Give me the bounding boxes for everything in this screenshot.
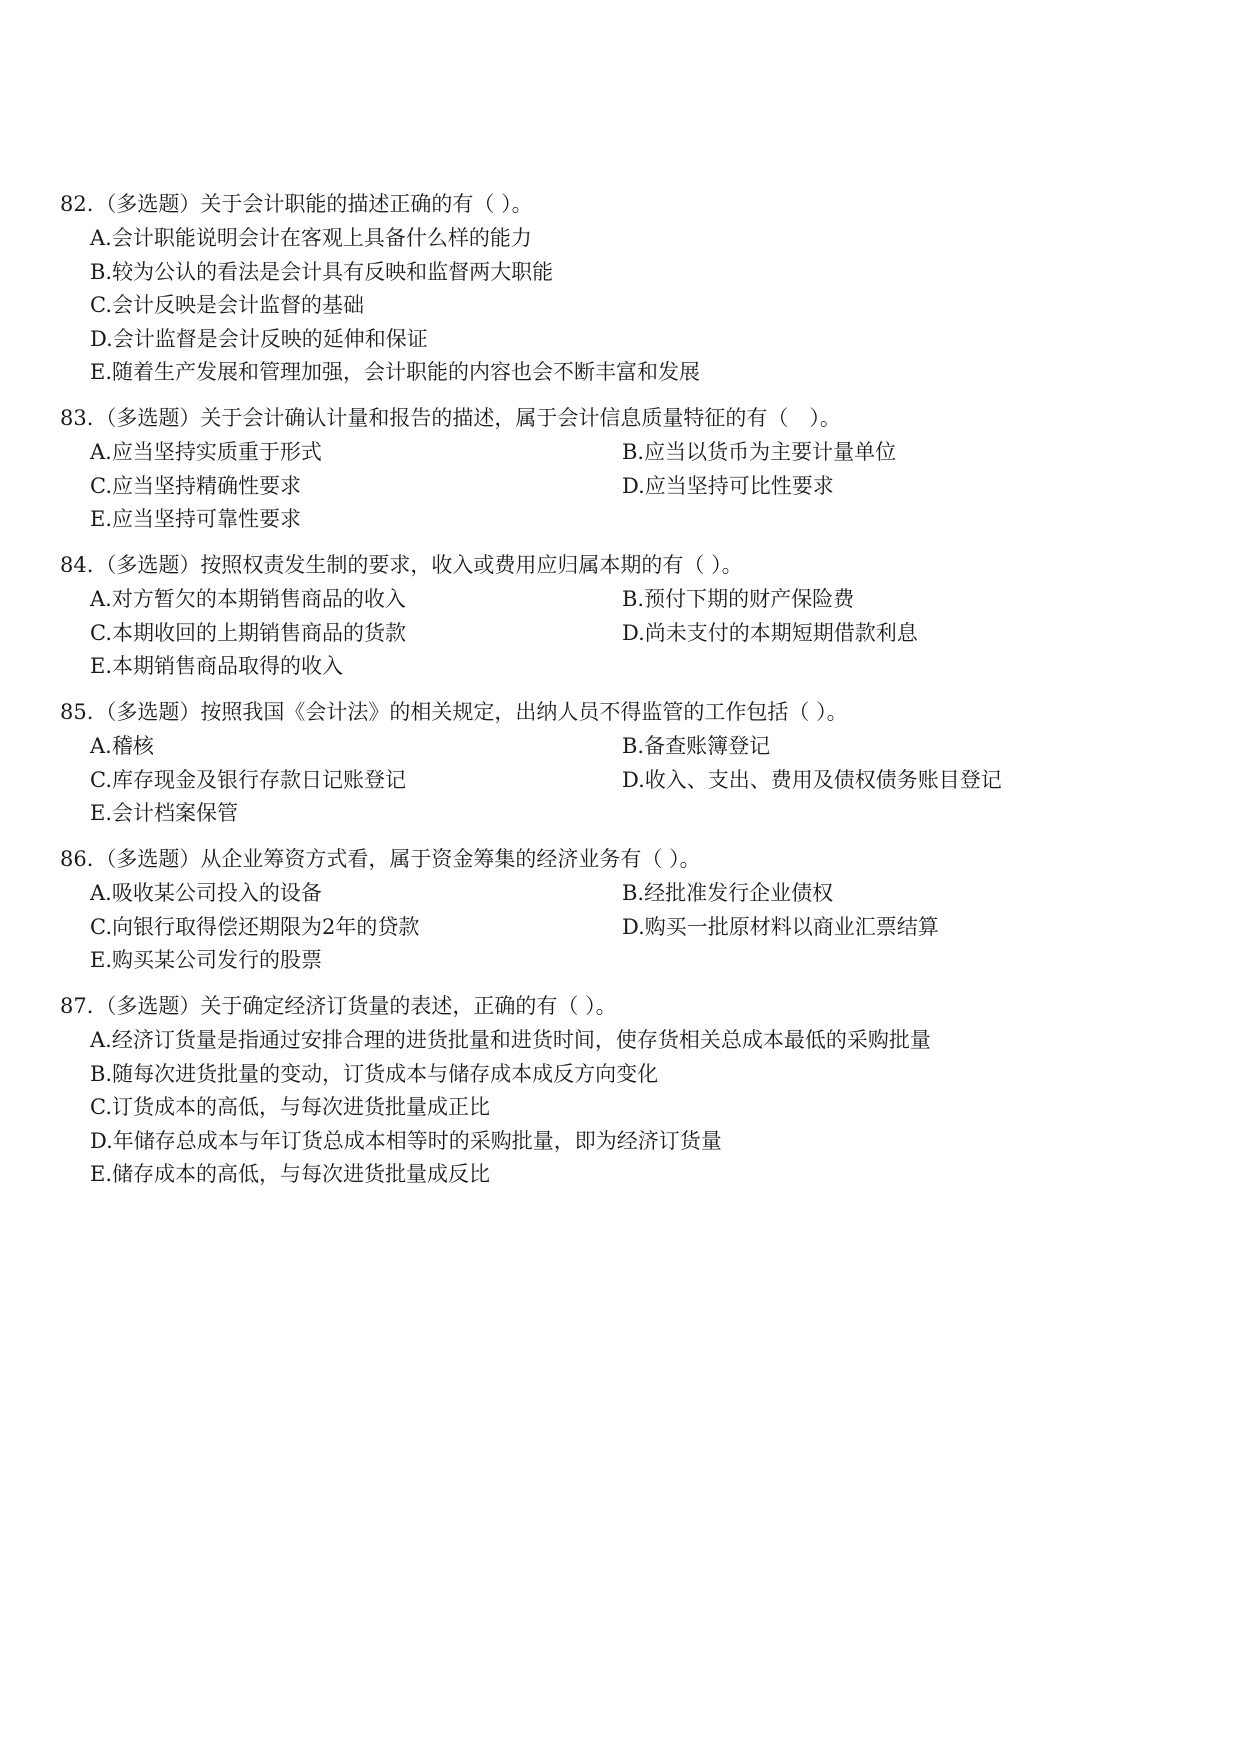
option-a: A.吸收某公司投入的设备: [90, 881, 322, 905]
option-a: A.应当坚持实质重于形式: [90, 440, 322, 464]
question-85: [60, 698, 1180, 833]
question-stem: 关于会计确认计量和报告的描述，属于会计信息质量特征的有（ ）。: [200, 406, 841, 430]
question-title: [60, 551, 1180, 585]
option-d: D.尚未支付的本期短期借款利息: [622, 620, 918, 645]
option-c: C.订货成本的高低，与每次进货批量成正比: [90, 1095, 490, 1120]
option-e: E.本期销售商品取得的收入: [90, 654, 344, 679]
question-number: 85.: [60, 700, 94, 724]
option-a: A.经济订货量是指通过安排合理的进货批量和进货时间，使存货相关总成本最低的采购批量: [90, 1028, 931, 1052]
question-title: [60, 992, 1180, 1026]
question-type: （多选题）: [95, 700, 201, 724]
question-stem: 按照我国《会计法》的相关规定，出纳人员不得监管的工作包括（ ）。: [200, 700, 848, 724]
option-b: B.预付下期的财产保险费: [622, 587, 855, 611]
option-list: [60, 224, 1180, 392]
question-type: （多选题）: [95, 406, 201, 430]
option-c: C.本期收回的上期销售商品的货款: [90, 620, 406, 645]
option-c: C.库存现金及银行存款日记账登记: [90, 767, 406, 792]
question-83: [60, 404, 1180, 539]
question-title: [60, 698, 1180, 732]
question-number: 83.: [60, 406, 94, 430]
option-e: E.应当坚持可靠性要求: [90, 507, 302, 532]
option-e: E.购买某公司发行的股票: [90, 948, 323, 973]
option-c: C.应当坚持精确性要求: [90, 473, 301, 498]
option-c: C.会计反映是会计监督的基础: [90, 293, 364, 318]
question-type: （多选题）: [95, 553, 201, 577]
option-b: B.经批准发行企业债权: [622, 881, 834, 905]
option-a: A.会计职能说明会计在客观上具备什么样的能力: [90, 226, 532, 250]
question-title: [60, 845, 1180, 879]
option-list: [60, 585, 1180, 686]
question-type: （多选题）: [95, 192, 201, 216]
option-d: D.年储存总成本与年订货总成本相等时的采购批量，即为经济订货量: [90, 1128, 722, 1153]
question-82: [60, 190, 1180, 392]
option-d: D.应当坚持可比性要求: [622, 473, 834, 498]
question-number: 82.: [60, 192, 94, 216]
question-type: （多选题）: [95, 994, 201, 1018]
question-number: 86.: [60, 847, 94, 871]
question-stem: 关于确定经济订货量的表述，正确的有（ ）。: [200, 994, 617, 1018]
option-list: [60, 732, 1180, 833]
question-87: [60, 992, 1180, 1194]
option-d: D.收入、支出、费用及债权债务账目登记: [622, 767, 1002, 792]
question-84: [60, 551, 1180, 686]
question-stem: 按照权责发生制的要求，收入或费用应归属本期的有（ ）。: [200, 553, 743, 577]
question-title: [60, 190, 1180, 224]
option-list: [60, 1026, 1180, 1194]
option-a: A.对方暂欠的本期销售商品的收入: [90, 587, 406, 611]
question-stem: 从企业筹资方式看，属于资金筹集的经济业务有（ ）。: [200, 847, 701, 871]
option-e: E.随着生产发展和管理加强，会计职能的内容也会不断丰富和发展: [90, 360, 701, 385]
option-b: B.备查账簿登记: [622, 734, 771, 758]
option-b: B.应当以货币为主要计量单位: [622, 440, 897, 464]
option-b: B.随每次进货批量的变动，订货成本与储存成本成反方向变化: [90, 1061, 659, 1086]
option-d: D.会计监督是会计反映的延伸和保证: [90, 326, 428, 351]
question-number: 84.: [60, 553, 94, 577]
question-type: （多选题）: [95, 847, 201, 871]
option-list: [60, 438, 1180, 539]
option-d: D.购买一批原材料以商业汇票结算: [622, 914, 939, 939]
option-a: A.稽核: [90, 734, 154, 758]
question-86: [60, 845, 1180, 980]
option-e: E.会计档案保管: [90, 801, 239, 826]
question-stem: 关于会计职能的描述正确的有（ ）。: [200, 192, 533, 216]
option-list: [60, 879, 1180, 980]
option-e: E.储存成本的高低，与每次进货批量成反比: [90, 1162, 491, 1187]
question-title: [60, 404, 1180, 438]
option-b: B.较为公认的看法是会计具有反映和监督两大职能: [90, 259, 554, 284]
question-number: 87.: [60, 994, 94, 1018]
option-c: C.向银行取得偿还期限为2年的贷款: [90, 914, 420, 939]
